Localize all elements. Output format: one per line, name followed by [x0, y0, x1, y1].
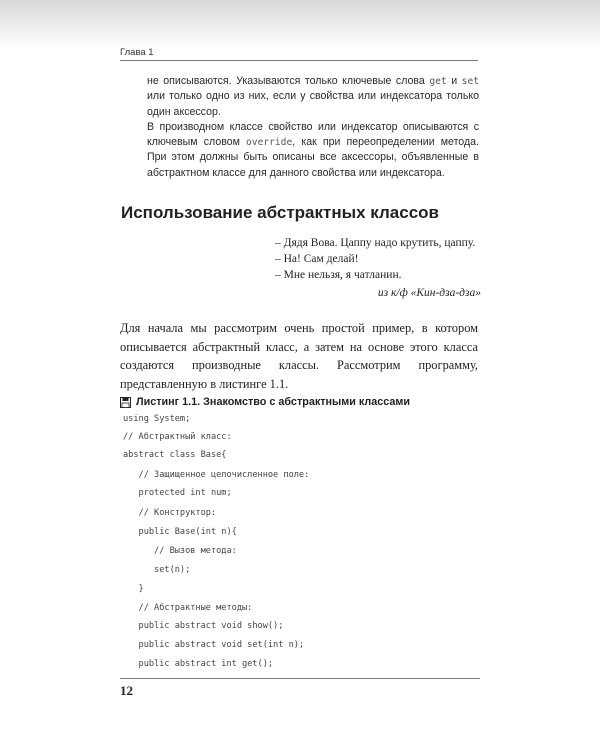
- code-line: // Абстрактные методы:: [123, 603, 253, 613]
- header-rule: [120, 60, 478, 61]
- note-block: [147, 74, 479, 181]
- floppy-disk-icon: [120, 397, 131, 408]
- note-paragraph-2: В производном классе свойство или индексатор описываются с ключевым словом override, как при переопределении метода. При этом должны быть описаны все аксессоры, объявленные в абстрактном классе для данного свойства или индексатора.: [147, 120, 479, 179]
- epigraph-line: – Мне нельзя, я чатланин.: [275, 269, 402, 281]
- code-line: using System;: [123, 414, 191, 424]
- keyword-override: override: [246, 137, 293, 149]
- epigraph-line: – На! Сам делай!: [275, 253, 359, 265]
- keyword-get: get: [429, 76, 447, 87]
- listing-heading: [120, 396, 410, 408]
- footer-rule: [120, 678, 480, 679]
- code-line: protected int num;: [123, 488, 232, 498]
- listing-title: Листинг 1.1. Знакомство с абстрактными классами: [136, 396, 411, 408]
- note-paragraph-1: не описываются. Указываются только ключевые слова get и set или только одно из них, если у свойства или индексатора только один аксессор.: [147, 75, 479, 118]
- section-title: Использование абстрактных классов: [121, 203, 440, 222]
- code-line: public Base(int n){: [123, 527, 237, 537]
- code-line: public abstract void show();: [123, 621, 284, 631]
- code-line: public abstract void set(int n);: [123, 640, 305, 650]
- code-line: // Защищенное целочисленное поле:: [123, 470, 310, 480]
- keyword-set: set: [461, 76, 479, 87]
- code-line: abstract class Base{: [123, 450, 227, 460]
- code-line: // Вызов метода:: [123, 546, 237, 556]
- code-line: // Конструктор:: [123, 508, 217, 518]
- epigraph-line: – Дядя Вова. Цаппу надо крутить, цаппу.: [275, 237, 476, 249]
- code-line: }: [123, 584, 144, 594]
- epigraph: [275, 235, 481, 301]
- code-line: public abstract int get();: [123, 659, 274, 669]
- code-line: // Абстрактный класс:: [123, 432, 232, 442]
- page-top-shading: [0, 0, 600, 50]
- page-number: 12: [120, 683, 133, 698]
- body-paragraph: Для начала мы рассмотрим очень простой пример, в котором описывается абстрактный класс, а затем на основе этого класса создаются производные классы. Рассмотрим программу, представленную в листинге 1.1.: [120, 321, 478, 391]
- running-header-chapter: Глава 1: [120, 47, 154, 58]
- code-line: set(n);: [123, 565, 191, 575]
- epigraph-source: из к/ф «Кин-дза-дза»: [377, 287, 481, 299]
